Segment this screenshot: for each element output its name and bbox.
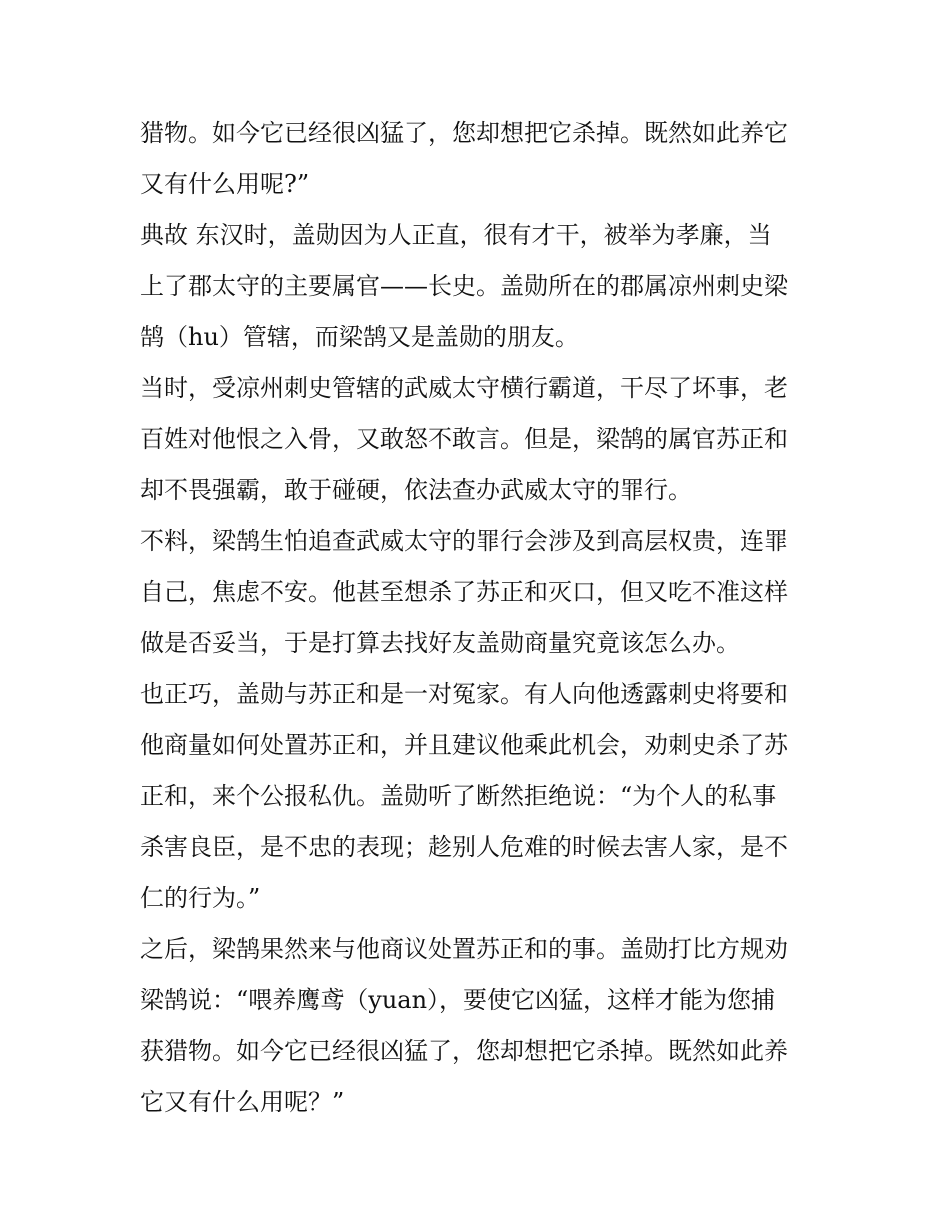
body-text — [140, 108, 830, 1128]
text-line: 猎物。如今它已经很凶猛了，您却想把它杀掉。既然如此养它 — [140, 119, 788, 147]
text-line: 它又有什么用呢？” — [140, 1088, 345, 1116]
text-line: 之后，梁鹄果然来与他商议处置苏正和的事。盖勋打比方规劝 — [140, 935, 788, 963]
text-line: 仁的行为。” — [140, 884, 261, 912]
text-line: 典故 东汉时，盖勋因为人正直，很有才干，被举为孝廉，当 — [140, 221, 772, 249]
text-line: 自己，焦虑不安。他甚至想杀了苏正和灭口，但又吃不准这样 — [140, 578, 788, 606]
text-line: 获猎物。如今它已经很凶猛了，您却想把它杀掉。既然如此养 — [140, 1037, 788, 1065]
text-line: 鹄（hu）管辖，而梁鹄又是盖勋的朋友。 — [140, 323, 579, 351]
text-line: 做是否妥当，于是打算去找好友盖勋商量究竟该怎么办。 — [140, 629, 740, 657]
text-line: 杀害良臣，是不忠的表现；趁别人危难的时候去害人家，是不 — [140, 833, 788, 861]
text-line: 也正巧，盖勋与苏正和是一对冤家。有人向他透露刺史将要和 — [140, 680, 788, 708]
text-line: 百姓对他恨之入骨，又敢怒不敢言。但是，梁鹄的属官苏正和 — [140, 425, 788, 453]
text-line: 当时，受凉州刺史管辖的武威太守横行霸道，干尽了坏事，老 — [140, 374, 788, 402]
text-line: 梁鹄说：“喂养鹰鸢（yuan），要使它凶猛，这样才能为您捕 — [140, 986, 776, 1014]
text-line: 又有什么用呢?” — [140, 170, 310, 198]
text-line: 不料，梁鹄生怕追查武威太守的罪行会涉及到高层权贵，连罪 — [140, 527, 788, 555]
text-line: 却不畏强霸，敢于碰硬，依法查办武威太守的罪行。 — [140, 476, 692, 504]
text-line: 正和，来个公报私仇。盖勋听了断然拒绝说：“为个人的私事 — [140, 782, 777, 810]
text-line: 他商量如何处置苏正和，并且建议他乘此机会，劝刺史杀了苏 — [140, 731, 788, 759]
text-line: 上了郡太守的主要属官——长史。盖勋所在的郡属凉州刺史梁 — [140, 272, 788, 300]
